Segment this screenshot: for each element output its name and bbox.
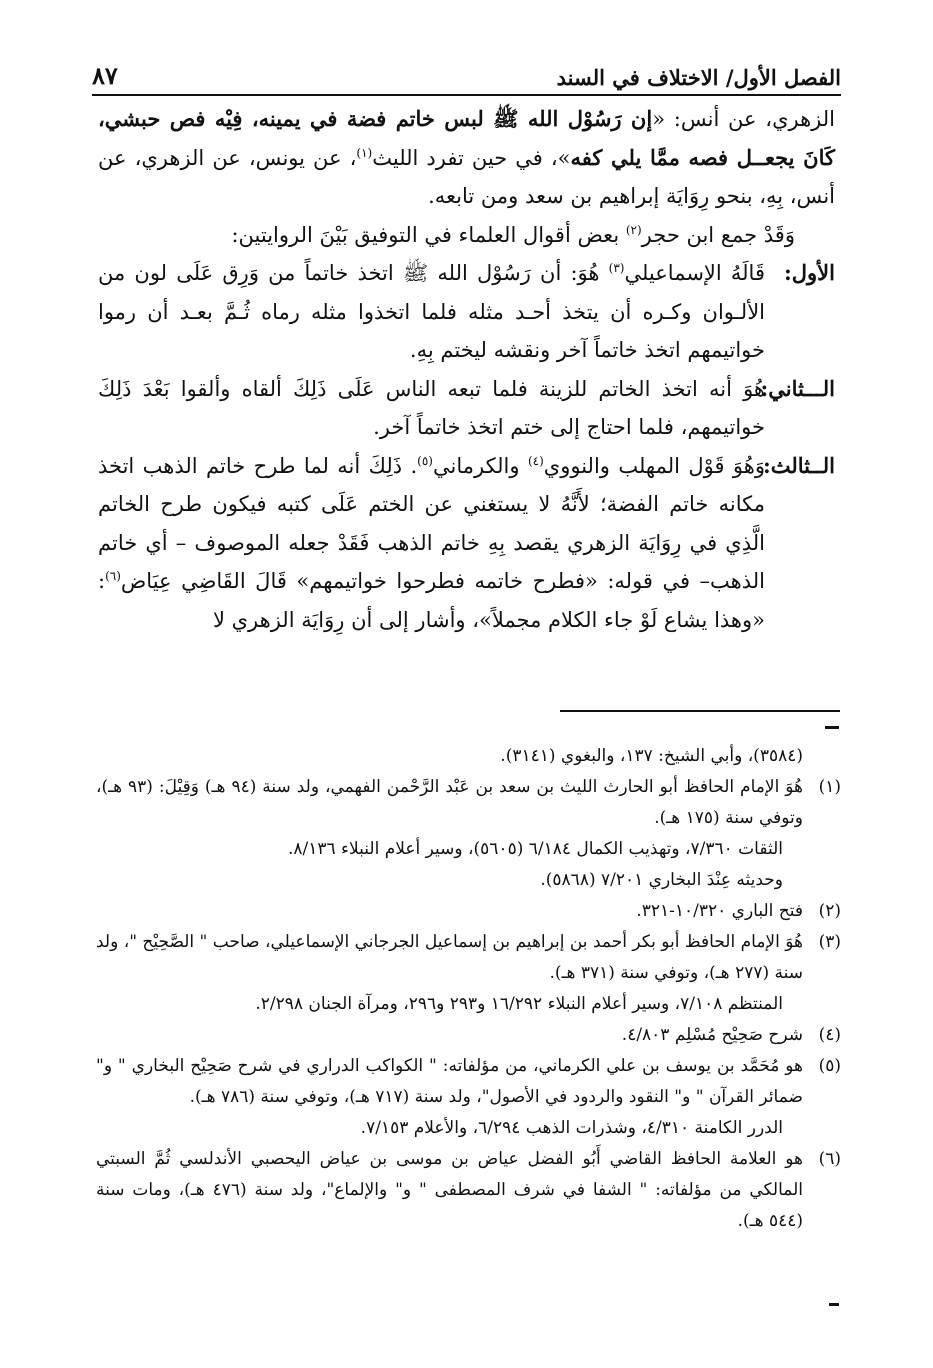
running-title: الفصل الأول/ الاختلاف في السند [556,65,841,90]
footnote-1: (١) هُوَ الإمام الحافظ أبو الحارث الليث بن سعد بن عَبْد الرَّحْمن الفهمي، ولد سنة (٩٤ هـ) وَقِيْلَ: (٩٣ هـ)، وتوفي سنة (١٧٥ هـ). [96,772,841,834]
footnote-ref-5: (٥) [417,453,433,468]
opinion-third: الــثالث: وَهُوَ قَوْل المهلب والنووي$^{(٤)}$ والكرماني$^{(٥)}$. ذَلِكَ أنه لما طرح خاتم الذهب اتخذ مكانه خاتم الفضة؛ لأَنَّهُ لا يستغني عن الختم عَلَى كتبه فيكون طرح الخاتم الَّذِي في رِوَايَة الزهري يقصد بِهِ خاتم الذهب فَقَدْ جعله الموصوف – أي خاتم الذهب– في قوله: «فطرح خاتمه فطرحوا خواتيمهم» قَالَ القَاضِي عِيَاض$^{(٦)}$: «وهذا يشاع لَوْ جاء الكلام مجملاً»، وأشار إلى أن رِوَايَة الزهري لا [98,447,835,640]
opinion-first: الأول: قَالَهُ الإسماعيلي$^{(٣)}$ هُوَ: أن رَسُوْل الله ﷺ اتخذ خاتماً من وَرِق عَلَى لون من الألـوان وكـره أن يتخذ أحـد مثله فلما اتخذوا مثله رماه ثُـمَّ بعـد أن رموا خواتيمهم اتخذ خاتماً آخر ونقشه ليختم بِهِ. [98,254,835,370]
footnote-ref-6: (٦) [105,569,121,583]
opinion-label: الــثالث: [762,452,835,478]
footnote-5: (٥) هو مُحَمَّد بن يوسف بن علي الكرماني، من مؤلفاته: " الكواكب الدراري في شرح صَحِيْح البخاري " و" ضمائر القرآن " و" النقود والردود في الأصول"، ولد سنة (٧١٧ هـ)، وتوفي سنة (٧٨٦ هـ). [96,1051,841,1113]
footnote-number: (١) [818,777,841,797]
footnotes [96,741,841,1237]
footnote-3: (٣) هُوَ الإمام الحافظ أبو بكر أحمد بن إبراهيم بن إسماعيل الجرجاني الإسماعيلي، صاحب " الصَّحِيْح "، ولد سنة (٢٧٧ هـ)، وتوفي سنة (٣٧١ هـ). [96,927,841,989]
footnote-3-source: المنتظم ٧/١٠٨، وسير أعلام النبلاء ١٦/٢٩٢ و٢٩٣ و٢٩٦، ومرآة الجنان ٢/٢٩٨. [255,994,783,1014]
header-rule [92,94,841,96]
footnote-number: (٦) [818,1149,841,1169]
footnote-separator [560,710,840,712]
paragraph-1: الزهري، عن أنس: «إن رَسُوْل الله ﷺ لبس خاتم فضة في يمينه، فِيْه فص حبشي، كَانَ يجعــل فصه ممَّا يلي كفه»، في حين تفرد الليث$^{(١)}$، عن يونس، عن الزهري، عن أنس، بِهِ، بنحو رِوَايَة إبراهيم بن سعد ومن تابعه. [98,106,835,208]
main-text [98,100,835,639]
footnote-ref-1: (١) [356,145,373,160]
footnote-number: (٢) [818,901,841,921]
footnote-1-source: الثقات ٧/٣٦٠، وتهذيب الكمال ٦/١٨٤ (٥٦٠٥)، وسير أعلام النبلاء ٨/١٣٦. [287,839,783,859]
paragraph-2: وَقَدْ جمع ابن حجر$^{(٢)}$ بعض أقوال العلماء في التوفيق بَيْنَ الروايتين: [231,222,795,247]
page-number: ٨٧ [92,61,118,90]
footnote-4: (٤) شرح صَحِيْح مُسْلِم ٤/٨٠٣. [96,1020,841,1051]
continuation-mark [825,726,839,729]
hadith-quote: إن رَسُوْل الله ﷺ لبس خاتم فضة في يمينه، فِيْه فص حبشي، كَانَ يجعــل فصه ممَّا يلي كفه [98,106,835,170]
opinion-label: الأول: [784,260,835,285]
footnote-2: (٢) فتح الباري ١٠/٣٢٠-٣٢١. [96,896,841,927]
footnote-number: (٥) [818,1056,841,1076]
footnote-ref-3: (٣) [608,261,625,275]
footnote-ref-2: (٢) [625,222,642,237]
page-header [92,60,841,90]
footnote-number: (٣) [818,932,841,952]
footnote-continuation: (٣٥٨٤)، وأبي الشيخ: ١٣٧، والبغوي (٣١٤١). [500,746,803,766]
opinion-second: الـــثاني: هُوَ أنه اتخذ الخاتم للزينة فلما تبعه الناس عَلَى ذَلِكَ ألقاه وألقوا بَعْدَ ذَلِكَ خواتيمهم، فلما احتاج إلى ختم اتخذ خاتماً آخر. [98,370,835,447]
opinion-label: الـــثاني: [760,375,835,401]
footnote-1-source: وحديثه عِنْدَ البخاري ٧/٢٠١ (٥٨٦٨). [540,870,783,890]
footnote-5-source: الدرر الكامنة ٤/٣١٠، وشذرات الذهب ٦/٢٩٤، والأعلام ٧/١٥٣. [360,1118,783,1138]
footnote-number: (٤) [818,1025,841,1045]
footnote-6: (٦) هو العلامة الحافظ القاضي أَبُو الفضل عياض بن موسى بن عياض اليحصبي الأندلسي ثُمَّ السبتي المالكي من مؤلفاته: " الشفا في شرف المصطفى " و" والإلماع"، ولد سنة (٤٧٦ هـ)، ومات سنة (٥٤٤ هـ). [96,1144,841,1237]
end-mark [829,1303,839,1306]
footnote-ref-4: (٤) [527,453,544,468]
